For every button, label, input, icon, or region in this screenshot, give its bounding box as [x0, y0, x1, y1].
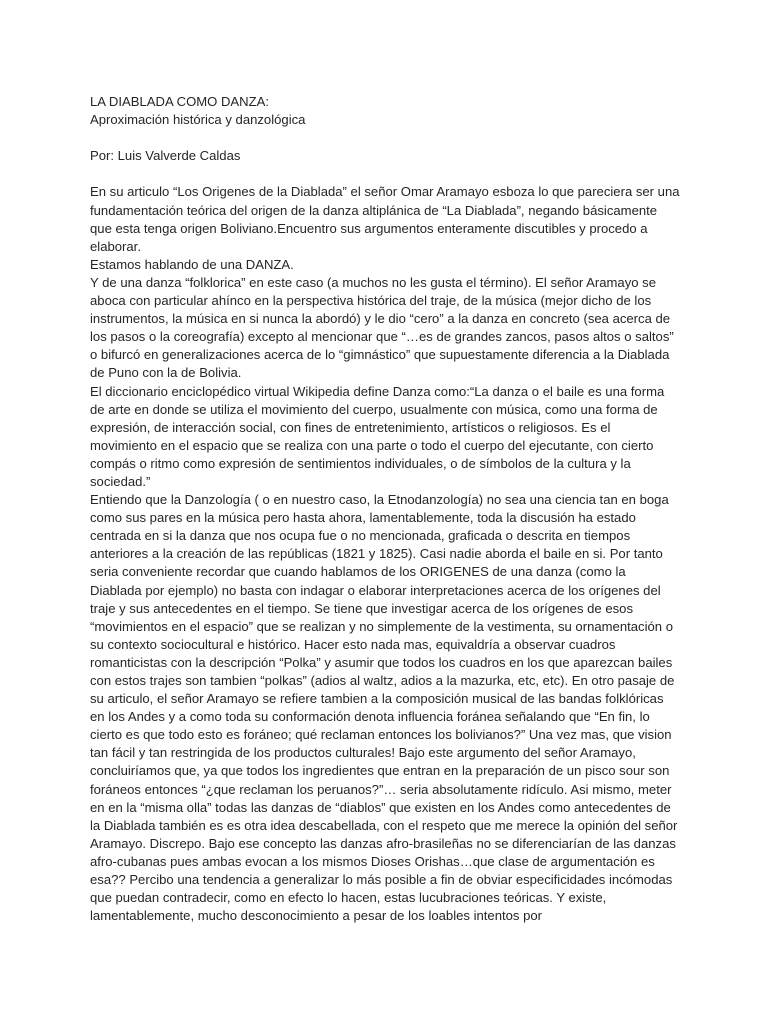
spacer: [90, 129, 680, 147]
spacer: [90, 165, 680, 183]
document-subtitle: Aproximación histórica y danzológica: [90, 112, 306, 128]
document-body: [90, 93, 680, 925]
paragraph-wikipedia: El diccionario enciclopédico virtual Wikipedia define Danza como:“La danza o el baile es una forma de arte en donde se utiliza el movimiento del cuerpo, usualmente con música, como una forma de expresión, de interacción social, con fines de entretenimiento, artísticos o religiosos. Es el movimiento en el espacio que se realiza con una parte o todo el cuerpo del ejecutante, con cierto compás o ritmo como expresión de sentimientos individuales, o de símbolos de la cultura y la sociedad.”: [90, 383, 665, 489]
paragraph-danza: Estamos hablando de una DANZA.: [90, 256, 294, 272]
document-author: Por: Luis Valverde Caldas: [90, 148, 241, 164]
paragraph-danzologia: Entiendo que la Danzología ( o en nuestro caso, la Etnodanzología) no sea una ciencia tan en boga como sus pares en la música pero hasta ahora, lamentablemente, toda la discusión ha estado centrada en si la danza que nos ocupa fue o no mencionada, graficada o descrita en tiempos anteriores a la creación de las repúblicas (1821 y 1825). Casi nadie aborda el baile en si. Por tanto seria conveniente recordar que cuando hablamos de los ORIGENES de una danza (como la Diablada por ejemplo) no basta con indagar o elaborar interpretaciones acerca de los orígenes del traje y sus antecedentes en el tiempo. Se tiene que investigar acerca de los orígenes de esos “movimientos en el espacio” que se realizan y no simplemente de la vestimenta, su ornamentación o su contexto sociocultural e histórico. Hacer esto nada mas, equivaldría a observar cuadros romanticistas con la descripción “Polka” y asumir que todos los cuadros en los que aparezcan bailes con estos trajes son tambien “polkas” (adios al waltz, adios a la mazurka, etc, etc). En otro pasaje de su articulo, el señor Aramayo se refiere tambien a la composición musical de las bandas folklóricas en los Andes y a como toda su conformación denota influencia foránea señalando que “En fin, lo cierto es que todo esto es foráneo; qué reclaman entonces los bolivianos?” Una vez mas, que vision tan fácil y tan restringida de los productos culturales! Bajo este argumento del señor Aramayo, concluiríamos que, ya que todos los ingredientes que entran en la preparación de un pisco sour son foráneos entonces “¿que reclaman los peruanos?”… seria absolutamente ridículo. Asi mismo, meter en en la “misma olla” todas las danzas de “diablos” que existen en los Andes como antecedentes de la Diablada también es es otra idea descabellada, con el respeto que me merece la opinión del señor Aramayo. Discrepo. Bajo ese concepto las danzas afro-brasileñas no se diferenciarían de las danzas afro-cubanas pues ambas evocan a los mismos Dioses Orishas…que clase de argumentación es esa?? Percibo una tendencia a generalizar lo más posible a fin de obviar especificidades incómodas que puedan contradecir, como en efecto lo hacen, estas lucubraciones teóricas. Y existe, lamentablemente, mucho desconocimiento a pesar de los loables intentos por: [90, 492, 678, 924]
paragraph-folklorica: Y de una danza “folklorica” en este caso (a muchos no les gusta el término). El señor Aramayo se aboca con particular ahínco en la perspectiva histórica del traje, de la música (mejor dicho de los instrumentos, la música en si nunca la abordó) y le dio “cero” a la danza en concreto (sea acerca de los pasos o la coreografía) excepto al mencionar que “…es de grandes zancos, pasos altos o saltos” o bifurcó en generalizaciones acerca de lo “gimnástico” que supuestamente diferencia a la Diablada de Puno con la de Bolivia.: [90, 274, 674, 381]
document-title: LA DIABLADA COMO DANZA:: [90, 94, 269, 109]
paragraph-intro: En su articulo “Los Origenes de la Diablada” el señor Omar Aramayo esboza lo que pareciera ser una fundamentación teórica del origen de la danza altiplánica de “La Diablada”, negando básicamente que esta tenga origen Boliviano.Encuentro sus argumentos enteramente discutibles y procedo a elaborar.: [90, 184, 680, 254]
